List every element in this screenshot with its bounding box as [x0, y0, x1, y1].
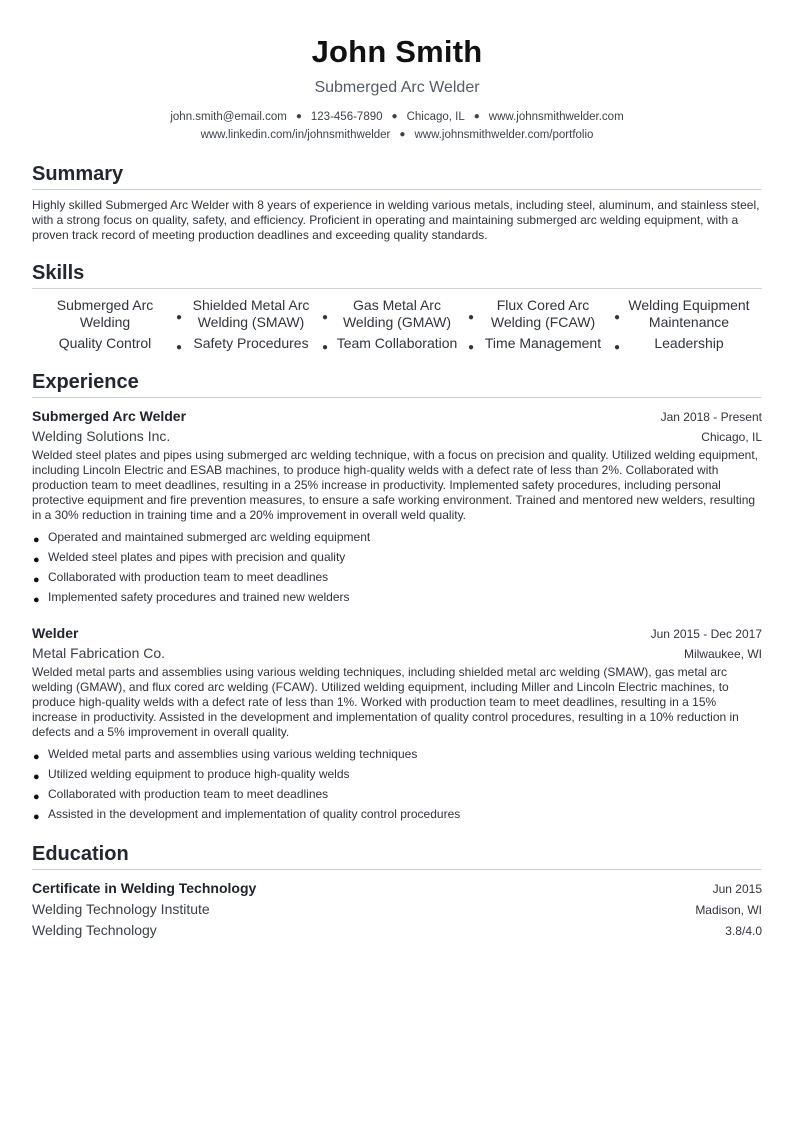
- skill-label: Team Collaboration: [336, 335, 458, 351]
- bullet-text: Assisted in the development and implementation of quality control procedures: [48, 807, 461, 821]
- skill-item: [178, 335, 328, 353]
- separator-dot: ●: [613, 341, 620, 353]
- education-degree-row: [32, 878, 762, 899]
- skill-label: Shielded Metal Arc Welding (SMAW): [192, 297, 310, 330]
- bullet-icon: ●: [33, 554, 40, 566]
- skill-item: [175, 297, 328, 331]
- bullet-icon: ●: [33, 574, 40, 586]
- separator-dot: ●: [613, 311, 620, 323]
- contact-website[interactable]: www.johnsmithwelder.com: [488, 111, 624, 123]
- bullet-icon: ●: [33, 811, 40, 823]
- job-description: Welded metal parts and assemblies using various welding techniques, including shielded metal arc welding (SMAW), gas metal arc welding (GMAW), and flux cored arc welding (FCAW). Utilized welding equipment, including Miller and Lincoln Electric machines, to produce high-quality welds with a defect rate of less than 1%. Worked with production team to meet deadlines, resulting in a 15% increase in productivity. Assisted in the development and implementation of quality control procedures, resulting in a 10% reduction in defects and a 5% improvement in overall quality.: [32, 665, 739, 739]
- skill-item: [616, 335, 762, 352]
- skill-item: [613, 297, 762, 331]
- separator-dot: ●: [321, 311, 328, 323]
- bullet-icon: ●: [33, 791, 40, 803]
- bullet-icon: ●: [33, 751, 40, 763]
- list-item: [32, 764, 762, 784]
- summary-text: Highly skilled Submerged Arc Welder with 8 years of experience in welding various metals, including steel, aluminum, and stainless steel, with a strong focus on quality, safety, and efficiency. Proficient in operating and maintaining submerged arc welding equipment, with a proven track record of meeting production deadlines and exceeding quality standards.: [32, 198, 760, 242]
- job-description: Welded steel plates and pipes using submerged arc welding technique, with a focus on precision and quality. Utilized welding equipment, including Lincoln Electric and ESAB machines, to produce high-quality welds with a defect rate of less than 2%. Collaborated with production team to meet deadlines, resulting in a 25% increase in productivity. Implemented safety procedures, including personal protective equipment and fire prevention measures, to ensure a safe working environment. Trained and mentored new welders, resulting in a 30% reduction in training time and a 20% improvement in overall weld quality.: [32, 448, 758, 522]
- skill-item: [324, 335, 474, 353]
- summary-heading: Summary: [32, 162, 762, 190]
- bullet-icon: ●: [33, 534, 40, 546]
- skill-item: [467, 297, 620, 331]
- list-item: [32, 784, 762, 804]
- skill-label: Submerged Arc Welding: [56, 297, 154, 330]
- education-section: [32, 842, 762, 941]
- separator-dot: ●: [467, 311, 474, 323]
- contact-line-1: [32, 108, 762, 126]
- bullet-text: Welded metal parts and assemblies using various welding techniques: [48, 747, 418, 761]
- candidate-title: Submerged Arc Welder: [314, 79, 480, 96]
- bullet-text: Utilized welding equipment to produce high-quality welds: [48, 767, 350, 781]
- separator-dot: ●: [175, 311, 182, 323]
- job-dates: Jun 2015 - Dec 2017: [650, 627, 762, 641]
- candidate-name: John Smith: [311, 34, 483, 69]
- contact-portfolio[interactable]: www.johnsmithwelder.com/portfolio: [414, 129, 594, 141]
- list-item: [32, 527, 762, 547]
- job-company-row: [32, 426, 762, 447]
- bullet-text: Operated and maintained submerged arc welding equipment: [48, 530, 371, 544]
- separator-dot: ●: [175, 341, 182, 353]
- education-date: Jun 2015: [712, 882, 762, 896]
- bullet-text: Collaborated with production team to meet deadlines: [48, 787, 329, 801]
- skills-grid: [32, 297, 762, 352]
- skill-item: [470, 335, 620, 353]
- list-item: [32, 804, 762, 824]
- job-location: Milwaukee, WI: [683, 647, 762, 661]
- education-location: Madison, WI: [695, 903, 762, 917]
- skill-label: Safety Procedures: [193, 335, 309, 351]
- list-item: [32, 547, 762, 567]
- job-bullets: [32, 744, 762, 824]
- job-location: Chicago, IL: [701, 430, 762, 444]
- skill-item: [32, 335, 182, 353]
- skill-label: Flux Cored Arc Welding (FCAW): [490, 297, 596, 330]
- skill-label: Gas Metal Arc Welding (GMAW): [342, 297, 452, 330]
- experience-heading: Experience: [32, 370, 762, 398]
- job-bullets: [32, 527, 762, 607]
- separator-dot: ●: [295, 111, 302, 122]
- skill-label: Time Management: [484, 335, 602, 351]
- bullet-text: Implemented safety procedures and trained new welders: [48, 590, 350, 604]
- education-field: Welding Technology: [32, 922, 157, 938]
- job-company: Welding Solutions Inc.: [32, 428, 171, 444]
- bullet-icon: ●: [33, 594, 40, 606]
- list-item: [32, 587, 762, 607]
- experience-section: [32, 370, 762, 824]
- list-item: [32, 744, 762, 764]
- education-degree: Certificate in Welding Technology: [32, 880, 257, 896]
- education-gpa: 3.8/4.0: [725, 924, 762, 938]
- job-dates: Jan 2018 - Present: [660, 410, 762, 424]
- job-entry: [32, 623, 762, 824]
- job-header-row: [32, 406, 762, 426]
- bullet-text: Collaborated with production team to meet deadlines: [48, 570, 329, 584]
- contact-phone[interactable]: 123-456-7890: [310, 111, 383, 123]
- separator-dot: ●: [467, 341, 474, 353]
- job-title: Submerged Arc Welder: [32, 408, 187, 424]
- skill-item: [321, 297, 474, 331]
- separator-dot: ●: [391, 111, 398, 122]
- education-field-row: [32, 920, 762, 941]
- bullet-text: Welded steel plates and pipes with precision and quality: [48, 550, 346, 564]
- education-entry: [32, 878, 762, 941]
- education-heading: Education: [32, 842, 762, 870]
- contact-linkedin[interactable]: www.linkedin.com/in/johnsmithwelder: [200, 129, 391, 141]
- skill-item: [32, 297, 182, 331]
- job-company-row: [32, 643, 762, 664]
- separator-dot: ●: [321, 341, 328, 353]
- education-institution-row: [32, 899, 762, 920]
- contact-location: Chicago, IL: [406, 111, 465, 123]
- skill-label: Leadership: [654, 335, 724, 351]
- list-item: [32, 567, 762, 587]
- skills-section: [32, 261, 762, 352]
- skill-label: Quality Control: [58, 335, 152, 351]
- separator-dot: ●: [473, 111, 480, 122]
- job-entry: [32, 406, 762, 607]
- job-title: Welder: [32, 625, 79, 641]
- separator-dot: ●: [399, 129, 406, 140]
- resume-header: [32, 32, 762, 144]
- bullet-icon: ●: [33, 771, 40, 783]
- contact-line-2: [32, 126, 762, 144]
- summary-section: [32, 162, 762, 243]
- skills-heading: Skills: [32, 261, 762, 289]
- education-institution: Welding Technology Institute: [32, 901, 210, 917]
- job-company: Metal Fabrication Co.: [32, 645, 166, 661]
- contact-email[interactable]: john.smith@email.com: [170, 111, 287, 123]
- job-header-row: [32, 623, 762, 643]
- contact-info: [32, 108, 762, 144]
- skill-label: Welding Equipment Maintenance: [628, 297, 750, 330]
